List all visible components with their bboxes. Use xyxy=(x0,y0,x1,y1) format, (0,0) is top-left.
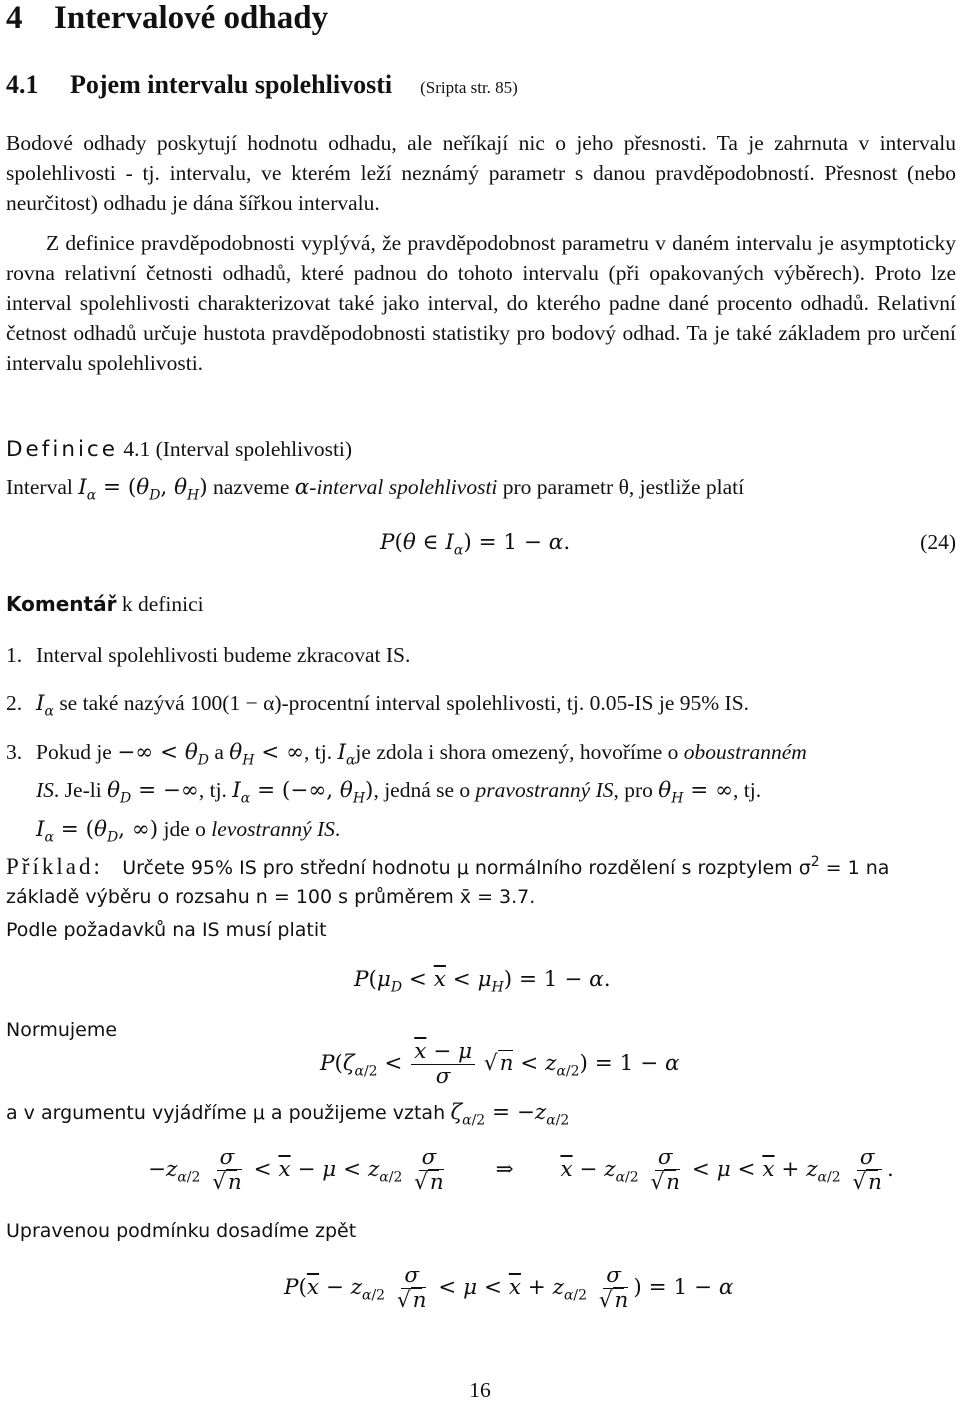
paragraph-definition: Z definice pravděpodobnosti vyplývá, že pravděpodobnost parametru v daném intervalu je asymptoticky rovna relativní četnosti odhadů, které padnou do tohoto intervalu (při opakovaných výběrech). Proto lze interval spolehlivosti charakterizovat také jako interval, do kterého padne dané procento odhadů. Relativní četnost odhadů určuje hustota pravděpodobnosti statistiky pro bodový odhad. Ta je také základem pro určení intervalu spolehlivosti. xyxy=(6,231,956,375)
list3-b: a xyxy=(214,740,224,764)
chapter-title: Intervalové odhady xyxy=(54,0,329,36)
section-title: Pojem intervalu spolehlivosti xyxy=(70,70,393,99)
list-item-1 xyxy=(6,640,956,670)
definition-label: Definice xyxy=(6,437,118,462)
comment-label: Komentář xyxy=(6,592,117,616)
definition-text-start: Interval xyxy=(6,475,73,499)
normujeme-label: Normujeme xyxy=(6,1019,118,1041)
page-number: 16 xyxy=(469,1378,491,1402)
definition-text: Interval $I_\alpha = (\theta_D$, $\theta_H$) nazveme α-interval spolehlivosti pro parametr θ, jestliže platí xyxy=(6,475,745,504)
list-num-1: 1. xyxy=(6,643,23,667)
list3-h: , tj. xyxy=(198,778,227,803)
section-heading xyxy=(6,70,518,100)
list3-f: IS xyxy=(36,778,54,803)
definition-heading xyxy=(6,437,352,462)
list3-e: oboustranném xyxy=(683,740,807,764)
argument-line: a v argumentu vyjádříme μ a použijeme vztah $\zeta_{\alpha/2} = -z_{\alpha/2}$ xyxy=(6,1100,570,1129)
list3-k: , pro xyxy=(613,778,653,803)
example-line-1: Příklad: Určete 95% IS pro střední hodnotu μ normálního rozdělení s rozptylem $\sigma^2 = 1$ na xyxy=(6,854,890,880)
example-label: Příklad: xyxy=(6,854,103,880)
equation-24: P(θ ∈ $I_\alpha) = 1 - \alpha$. xyxy=(380,530,571,559)
chapter-number: 4 xyxy=(6,0,23,36)
list3-a: Pokud je xyxy=(36,740,112,764)
list3-j: pravostranný IS xyxy=(475,778,614,803)
section-number: 4.1 xyxy=(6,70,39,99)
equation-number: (24) xyxy=(920,530,956,554)
equation-normalized: $P(\zeta_{\alpha/2}$ < $\frac{\overline{x} - \mu}{\sigma}$ $√n < z_{\alpha/2}) = 1 - \alpha$ xyxy=(320,1039,680,1089)
list3-d: je zdola i shora omezený, hovoříme o xyxy=(355,740,679,764)
definition-number: 4.1 xyxy=(123,437,151,461)
list-text-2: se také nazývá 100(1 − α)-procentní interval spolehlivosti, tj. 0.05-IS je 95% IS. xyxy=(59,691,750,715)
example-text-1: Určete 95% IS pro střední hodnotu μ normálního rozdělení s rozptylem σ xyxy=(122,857,811,880)
definition-text-end: pro parametr θ, jestliže platí xyxy=(502,475,745,499)
list-num-3: 3. xyxy=(6,740,23,764)
definition-text-mid: nazveme xyxy=(212,475,290,499)
comment-heading xyxy=(6,592,204,617)
definition-text-em: -interval spolehlivosti xyxy=(309,475,498,499)
list3-m: jde o xyxy=(163,816,206,841)
list3-n: levostranný IS xyxy=(211,816,335,841)
argument-text: a v argumentu vyjádříme μ a použijeme vztah xyxy=(6,1102,446,1124)
list3-o: . xyxy=(334,816,341,841)
definition-title: (Interval spolehlivosti) xyxy=(155,437,353,461)
example-line-2: základě výběru o rozsahu n = 100 s průměrem x̄ = 3.7. xyxy=(6,886,536,908)
list-num-2: 2. xyxy=(6,691,23,715)
list3-l: , tj. xyxy=(733,778,762,803)
comment-rest: k definici xyxy=(121,592,204,616)
list-item-2: 2. $I_\alpha$ se také nazývá 100(1 − α)-procentní interval spolehlivosti, tj. 0.05-IS je 95% IS. xyxy=(36,688,956,726)
equation-prob: $P(\mu_D < \overline{x} < \mu_H) = 1 - \alpha$. xyxy=(354,967,611,996)
list3-g: . Je-li xyxy=(53,778,102,803)
list3-i: , jedná se o xyxy=(373,778,471,803)
example-requirement: Podle požadavků na IS musí platit xyxy=(6,919,327,941)
upravenou-label: Upravenou podmínku dosadíme zpět xyxy=(6,1220,357,1242)
example-text-1b: = 1 na xyxy=(819,857,890,880)
section-ref: (Sripta str. 85) xyxy=(420,78,518,97)
paragraph-intro: Bodové odhady poskytují hodnotu odhadu, ale neříkají nic o jeho přesnosti. Ta je zahrnuta v intervalu spolehlivosti - tj. intervalu, ve kterém leží neznámý parametr s danou pravděpodobností. Přesnost (nebo neurčitost) odhadu je dána šířkou intervalu. xyxy=(6,131,956,215)
equation-final: $P(\overline{x} - z_{\alpha/2}$ $\frac{\sigma}{√n}$ < $\mu < \overline{x} + z_{\alpha/2}$ $\frac{\sigma}{√n}$ ) = 1 − α xyxy=(284,1263,734,1313)
equation-inequality: $-z_{\alpha/2}$ $\frac{\sigma}{√n}$ < $\overline{x} - \mu < z_{\alpha/2}$ $\frac{\sigma}{√n}$ ⇒ $\overline{x} - z_{\alpha/2}$ $\frac{\sigma}{√n}$ < $\mu < \overline{x} + z_{\alpha/2}$ $\frac{\sigma}{√n}$ . xyxy=(148,1145,894,1195)
list-item-3: 3. Pokud je −∞ < $\theta_D$ a $\theta_H$ < ∞, tj. $I_\alpha je$ zdola i shora omezený, hovoříme o oboustranném IS. Je-li $\theta_D$ = −∞, tj. $I_\alpha$ = (−∞, $\theta_H$), jedná se o pravostranný IS, pro $\theta_H$ = ∞, tj. $I_\alpha = (\theta_D$, ∞) jde o levostranný IS. xyxy=(36,737,956,852)
chapter-heading xyxy=(6,0,328,37)
list3-c: , tj. xyxy=(304,740,333,764)
interval-formula: $I_\alpha = (\theta_D$, $\theta_H$) xyxy=(78,475,208,504)
list-text-1: Interval spolehlivosti budeme zkracovat IS. xyxy=(36,643,411,667)
